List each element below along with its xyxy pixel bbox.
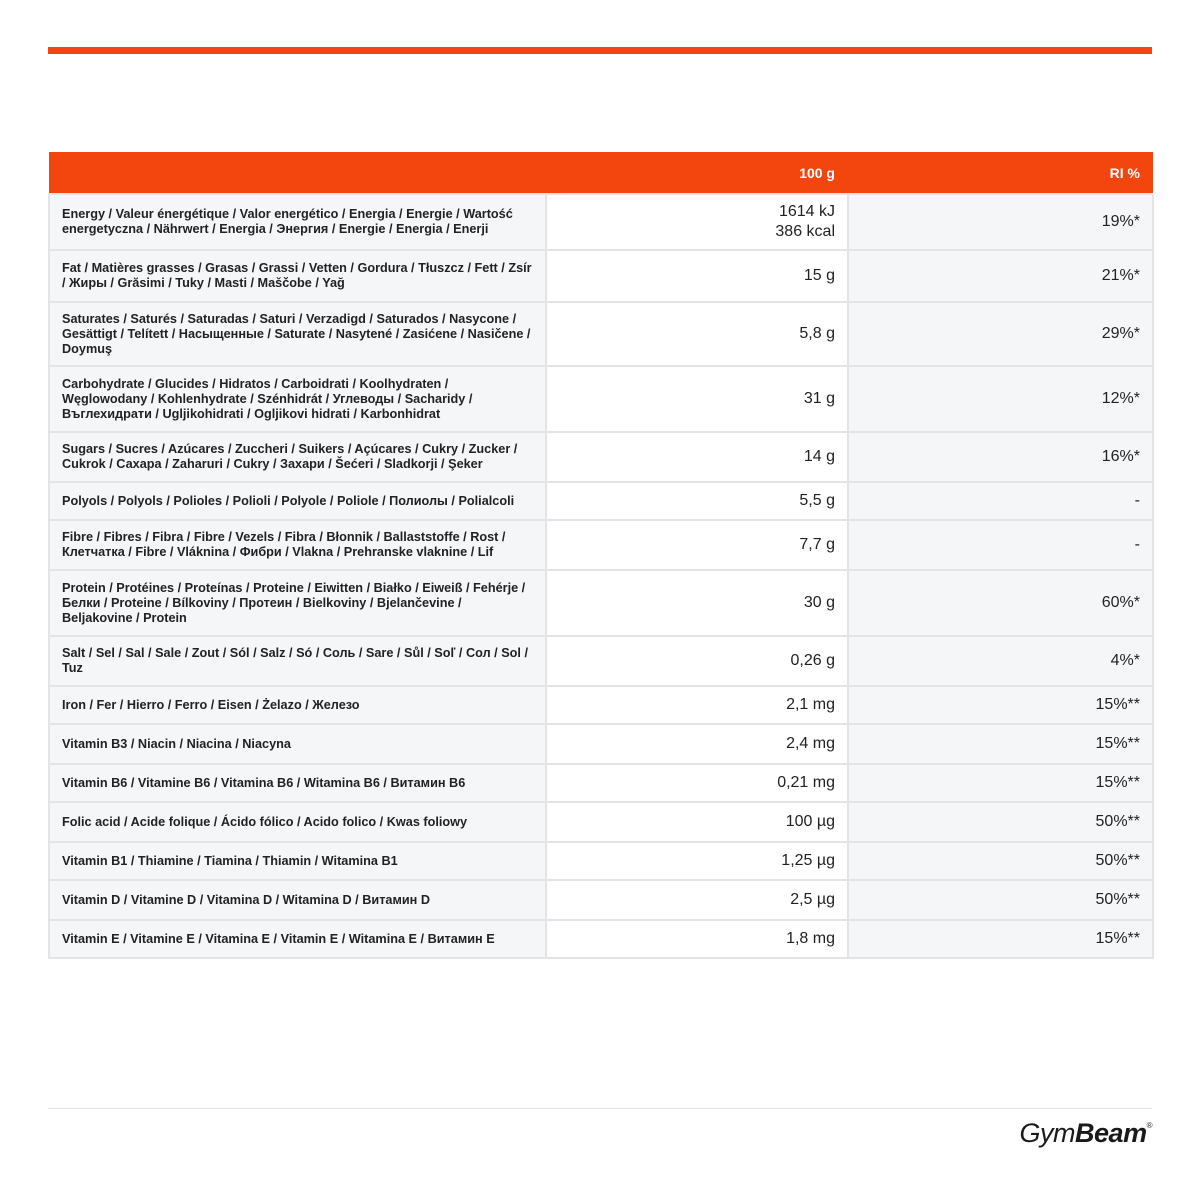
table-row: [49, 302, 1153, 366]
reference-intake: 50%**: [848, 802, 1153, 842]
nutrient-value: [546, 194, 848, 250]
nutrient-value: [546, 802, 848, 842]
nutrient-name: Carbohydrate / Glucides / Hidratos / Carboidrati / Koolhydraten / Węglowodany / Kohlenhydrate / Szénhidrát / Углеводы / Sacharidy / Въглехидрати / Ugljikohidrati / Ogljikovi hidrati / Karbonhidrat: [49, 366, 546, 432]
value-line: 0,21 mg: [777, 774, 835, 791]
value-line: 7,7 g: [799, 536, 835, 553]
value-line: 15 g: [803, 267, 835, 284]
reference-intake: 15%**: [848, 724, 1153, 764]
logo-registered-mark: ®: [1146, 1121, 1152, 1130]
table-row: [49, 880, 1153, 920]
nutrient-name: Folic acid / Acide folique / Ácido fólico / Acido folico / Kwas foliowy: [49, 802, 546, 842]
value-line: 5,8 g: [799, 325, 835, 342]
nutrient-value: [546, 520, 848, 570]
nutrient-value: [546, 302, 848, 366]
table-row: [49, 686, 1153, 724]
nutrient-value: [546, 636, 848, 686]
table-row: [49, 724, 1153, 764]
nutrient-value: [546, 366, 848, 432]
nutrient-name: Vitamin E / Vitamine E / Vitamina E / Vitamin E / Witamina E / Витамин E: [49, 920, 546, 958]
nutrient-value: [546, 570, 848, 636]
header-name: [49, 152, 546, 194]
nutrient-value: [546, 920, 848, 958]
reference-intake: 50%**: [848, 842, 1153, 880]
bottom-divider: [48, 1108, 1152, 1109]
nutrient-value: [546, 432, 848, 482]
logo-beam-text: Beam: [1075, 1118, 1147, 1148]
nutrient-value: [546, 482, 848, 520]
nutrient-value: [546, 880, 848, 920]
table-row: [49, 482, 1153, 520]
nutrient-name: Vitamin D / Vitamine D / Vitamina D / Witamina D / Витамин D: [49, 880, 546, 920]
nutrient-name: Protein / Protéines / Proteínas / Proteine / Eiwitten / Białko / Eiweiß / Fehérje / Белки / Proteine / Bílkoviny / Протеин / Bielkoviny / Bjelančevine / Beljakovine / Protein: [49, 570, 546, 636]
nutrient-name: Polyols / Polyols / Polioles / Polioli / Polyole / Poliole / Полиолы / Polialcoli: [49, 482, 546, 520]
nutrient-name: Vitamin B3 / Niacin / Niacina / Niacyna: [49, 724, 546, 764]
nutrient-name: Saturates / Saturés / Saturadas / Saturi / Verzadigd / Saturados / Nasycone / Gesättigt / Telített / Насыщенные / Saturate / Nasytené / Zasićene / Nasičene / Doymuş: [49, 302, 546, 366]
table-row: [49, 764, 1153, 802]
nutrient-name: Vitamin B1 / Thiamine / Tiamina / Thiamin / Witamina B1: [49, 842, 546, 880]
nutrient-value: [546, 724, 848, 764]
reference-intake: -: [848, 520, 1153, 570]
header-row: [49, 152, 1153, 194]
value-line: 30 g: [803, 594, 835, 611]
table-row: [49, 194, 1153, 250]
table-row: [49, 570, 1153, 636]
reference-intake: 15%**: [848, 764, 1153, 802]
gymbeam-logo: [1020, 1118, 1152, 1149]
table-row: [49, 920, 1153, 958]
table-row: [49, 802, 1153, 842]
nutrient-value: [546, 686, 848, 724]
table-row: [49, 842, 1153, 880]
value-line: 1,25 µg: [781, 852, 835, 869]
value-line: 100 µg: [785, 813, 835, 830]
reference-intake: -: [848, 482, 1153, 520]
nutrient-name: Sugars / Sucres / Azúcares / Zuccheri / Suikers / Açúcares / Cukry / Zucker / Cukrok / Сахара / Zaharuri / Cukry / Захари / Šećeri / Sladkorji / Şeker: [49, 432, 546, 482]
logo-gym-text: Gym: [1019, 1118, 1076, 1148]
reference-intake: 4%*: [848, 636, 1153, 686]
reference-intake: 29%*: [848, 302, 1153, 366]
table-row: [49, 250, 1153, 302]
top-accent-rule: [48, 47, 1152, 54]
table-row: [49, 520, 1153, 570]
nutrient-name: Energy / Valeur énergétique / Valor energético / Energia / Energie / Wartość energetyczna / Nährwert / Energia / Энергия / Energie / Energia / Enerji: [49, 194, 546, 250]
reference-intake: 19%*: [848, 194, 1153, 250]
reference-intake: 16%*: [848, 432, 1153, 482]
nutrient-name: Salt / Sel / Sal / Sale / Zout / Sól / Salz / Só / Соль / Sare / Sůl / Soľ / Сол / Sol / Tuz: [49, 636, 546, 686]
value-line: 2,4 mg: [786, 735, 835, 752]
nutrition-table: [48, 152, 1154, 959]
reference-intake: 15%**: [848, 686, 1153, 724]
reference-intake: 60%*: [848, 570, 1153, 636]
nutrient-value: [546, 250, 848, 302]
reference-intake: 50%**: [848, 880, 1153, 920]
reference-intake: 12%*: [848, 366, 1153, 432]
value-line: 2,5 µg: [790, 891, 835, 908]
value-line: 14 g: [803, 448, 835, 465]
nutrient-name: Iron / Fer / Hierro / Ferro / Eisen / Żelazo / Железо: [49, 686, 546, 724]
value-line: 386 kcal: [775, 223, 835, 240]
nutrient-name: Fat / Matières grasses / Grasas / Grassi / Vetten / Gordura / Tłuszcz / Fett / Zsír / Жиры / Grăsimi / Tuky / Masti / Maščobe / Yağ: [49, 250, 546, 302]
value-line: 5,5 g: [799, 492, 835, 509]
value-line: 0,26 g: [790, 652, 835, 669]
header-per-100g: 100 g: [546, 152, 848, 194]
value-line: 1,8 mg: [786, 930, 835, 947]
nutrient-value: [546, 842, 848, 880]
value-line: 31 g: [803, 390, 835, 407]
table-header: [49, 152, 1153, 194]
nutrient-name: Vitamin B6 / Vitamine B6 / Vitamina B6 / Witamina B6 / Витамин B6: [49, 764, 546, 802]
table-body: [49, 194, 1153, 958]
table-row: [49, 636, 1153, 686]
table-row: [49, 432, 1153, 482]
value-line: 2,1 mg: [786, 696, 835, 713]
header-ri-percent: RI %: [848, 152, 1153, 194]
nutrient-name: Fibre / Fibres / Fibra / Fibre / Vezels / Fibra / Błonnik / Ballaststoffe / Rost / Клетчатка / Fibre / Vláknina / Фибри / Vlakna / Prehranske vlaknine / Lif: [49, 520, 546, 570]
value-line: 1614 kJ: [778, 203, 835, 220]
table-row: [49, 366, 1153, 432]
nutrient-value: [546, 764, 848, 802]
reference-intake: 15%**: [848, 920, 1153, 958]
reference-intake: 21%*: [848, 250, 1153, 302]
